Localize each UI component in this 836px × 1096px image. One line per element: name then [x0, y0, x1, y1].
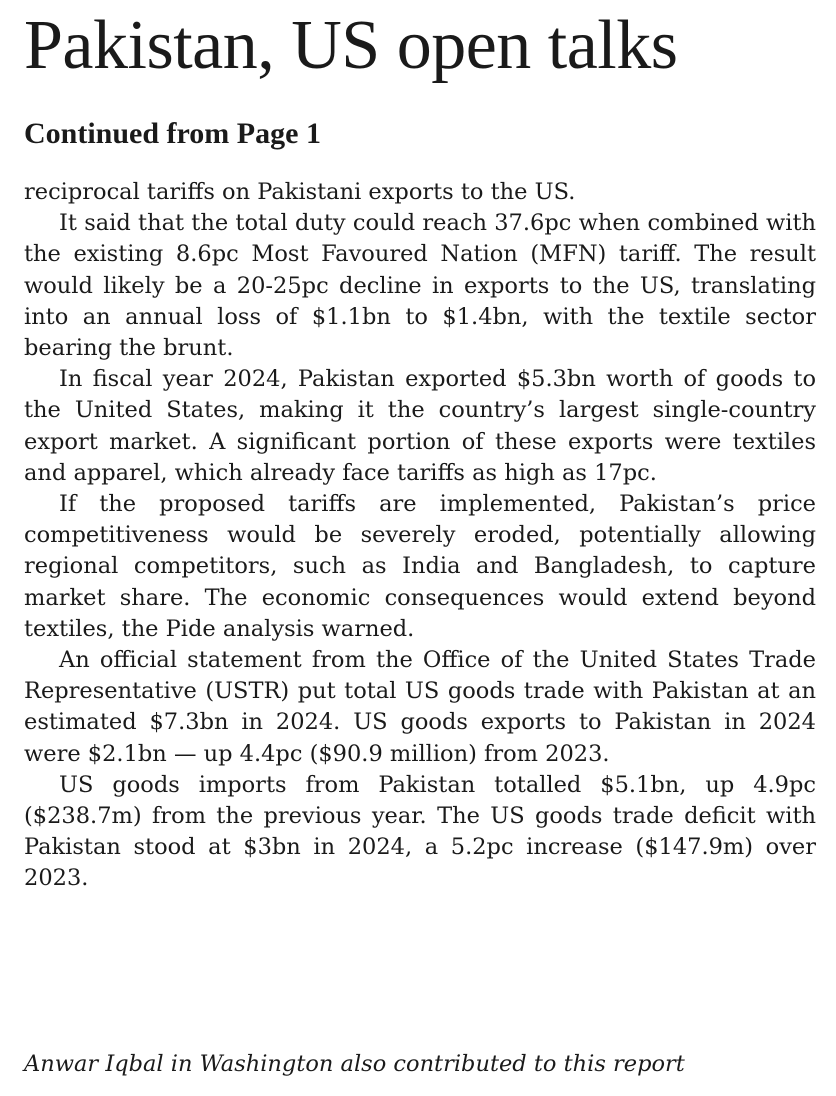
paragraph-fiscal-2024: In fiscal year 2024, Pakistan exported $5.3bn worth of goods to the United States, making it the country’s largest single-country export market. A significant portion of these exports were textiles and apparel, which already face tariffs as high as 17pc. [24, 366, 816, 486]
paragraph-continued: reciprocal tariffs on Pakistani exports to the US. [24, 179, 576, 205]
headline: Pakistan, US open talks [24, 7, 678, 84]
paragraph-ustr-statement: An official statement from the Office of the United States Trade Representative (USTR) put total US goods trade with Pakistan at an estimated $7.3bn in 2024. US goods exports to Pakistan in 2024 were $2.1bn — up 4.4pc ($90.9 million) from 2023. [24, 647, 816, 767]
paragraph-total-duty: It said that the total duty could reach 37.6pc when combined with the existing 8.6pc Most Favoured Nation (MFN) tariff. The result would likely be a 20-25pc decline in exports to the US, translating into an annual loss of $1.1bn to $1.4bn, with the textile sector bearing the brunt. [24, 210, 816, 362]
contributor-credit: Anwar Iqbal in Washington also contributed to this report [24, 1051, 685, 1077]
paragraph-imports-deficit: US goods imports from Pakistan totalled $5.1bn, up 4.9pc ($238.7m) from the previous year. The US goods trade deficit with Pakistan stood at $3bn in 2024, a 5.2pc increase ($147.9m) over 2023. [24, 771, 816, 892]
article-body [24, 177, 816, 895]
paragraph-competitiveness: If the proposed tariffs are implemented, Pakistan’s price competitiveness would be severely eroded, potentially allowing regional competitors, such as India and Bangladesh, to capture market share. The economic consequences would extend beyond textiles, the Pide analysis warned. [24, 491, 816, 642]
continued-from-label: Continued from Page 1 [24, 117, 321, 150]
